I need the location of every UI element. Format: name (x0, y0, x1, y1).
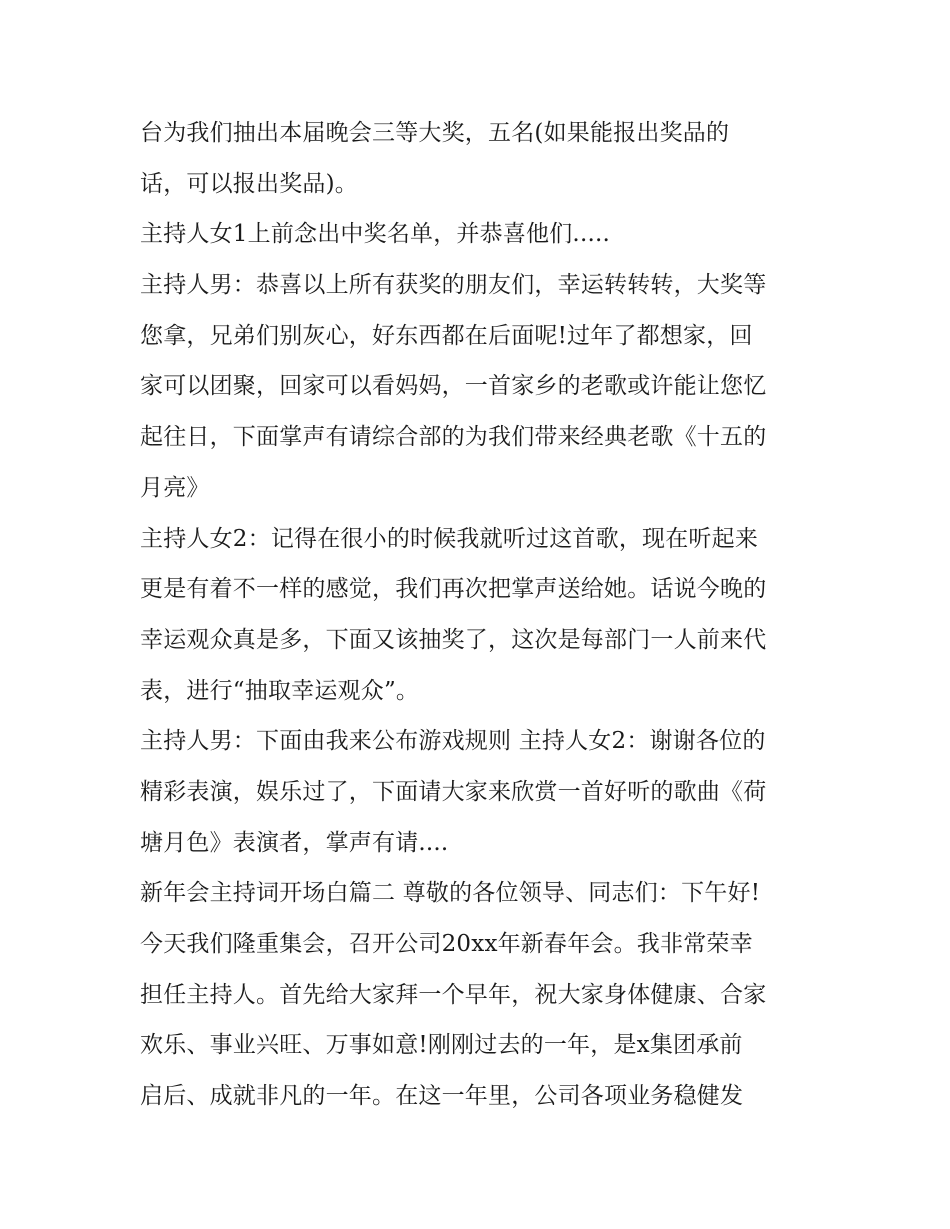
text-line: 精彩表演，娱乐过了，下面请大家来欣赏一首好听的歌曲《荷 (140, 778, 767, 805)
text-line: 话，可以报出奖品)。 (140, 170, 358, 197)
text-line: 您拿，兄弟们别灰心，好东西都在后面呢!过年了都想家，回 (140, 322, 753, 349)
text-line: 主持人男：下面由我来公布游戏规则 主持人女2：谢谢各位的 (140, 728, 766, 755)
text-line: 月亮》 (140, 474, 210, 501)
text-line: 主持人女2：记得在很小的时候我就听过这首歌，现在听起来 (140, 525, 759, 552)
text-line: 幸运观众真是多，下面又该抽奖了，这次是每部门一人前来代 (140, 626, 767, 653)
text-line: 新年会主持词开场白篇二 尊敬的各位领导、同志们：下午好! (140, 880, 761, 907)
text-line: 塘月色》表演者，掌声有请.... (140, 829, 449, 856)
text-line: 主持人男：恭喜以上所有获奖的朋友们，幸运转转转，大奖等 (140, 272, 767, 299)
text-line: 主持人女1上前念出中奖名单，并恭喜他们..... (140, 221, 610, 248)
text-line: 更是有着不一样的感觉，我们再次把掌声送给她。话说今晚的 (140, 576, 767, 603)
text-line: 表，进行“抽取幸运观众”。 (140, 677, 420, 704)
document-text-body (140, 108, 820, 1122)
text-line: 担任主持人。首先给大家拜一个早年，祝大家身体健康、合家 (140, 981, 767, 1008)
text-line: 启后、成就非凡的一年。在这一年里，公司各项业务稳健发 (140, 1083, 744, 1110)
text-line: 台为我们抽出本届晚会三等大奖，五名(如果能报出奖品的 (140, 120, 730, 146)
text-line: 家可以团聚，回家可以看妈妈，一首家乡的老歌或许能让您忆 (140, 373, 767, 400)
text-line: 今天我们隆重集会，召开公司20xx年新春年会。我非常荣幸 (140, 931, 753, 957)
text-line: 欢乐、事业兴旺、万事如意!刚刚过去的一年，是x集团承前 (140, 1032, 743, 1059)
text-line: 起往日，下面掌声有请综合部的为我们带来经典老歌《十五的 (140, 424, 767, 451)
